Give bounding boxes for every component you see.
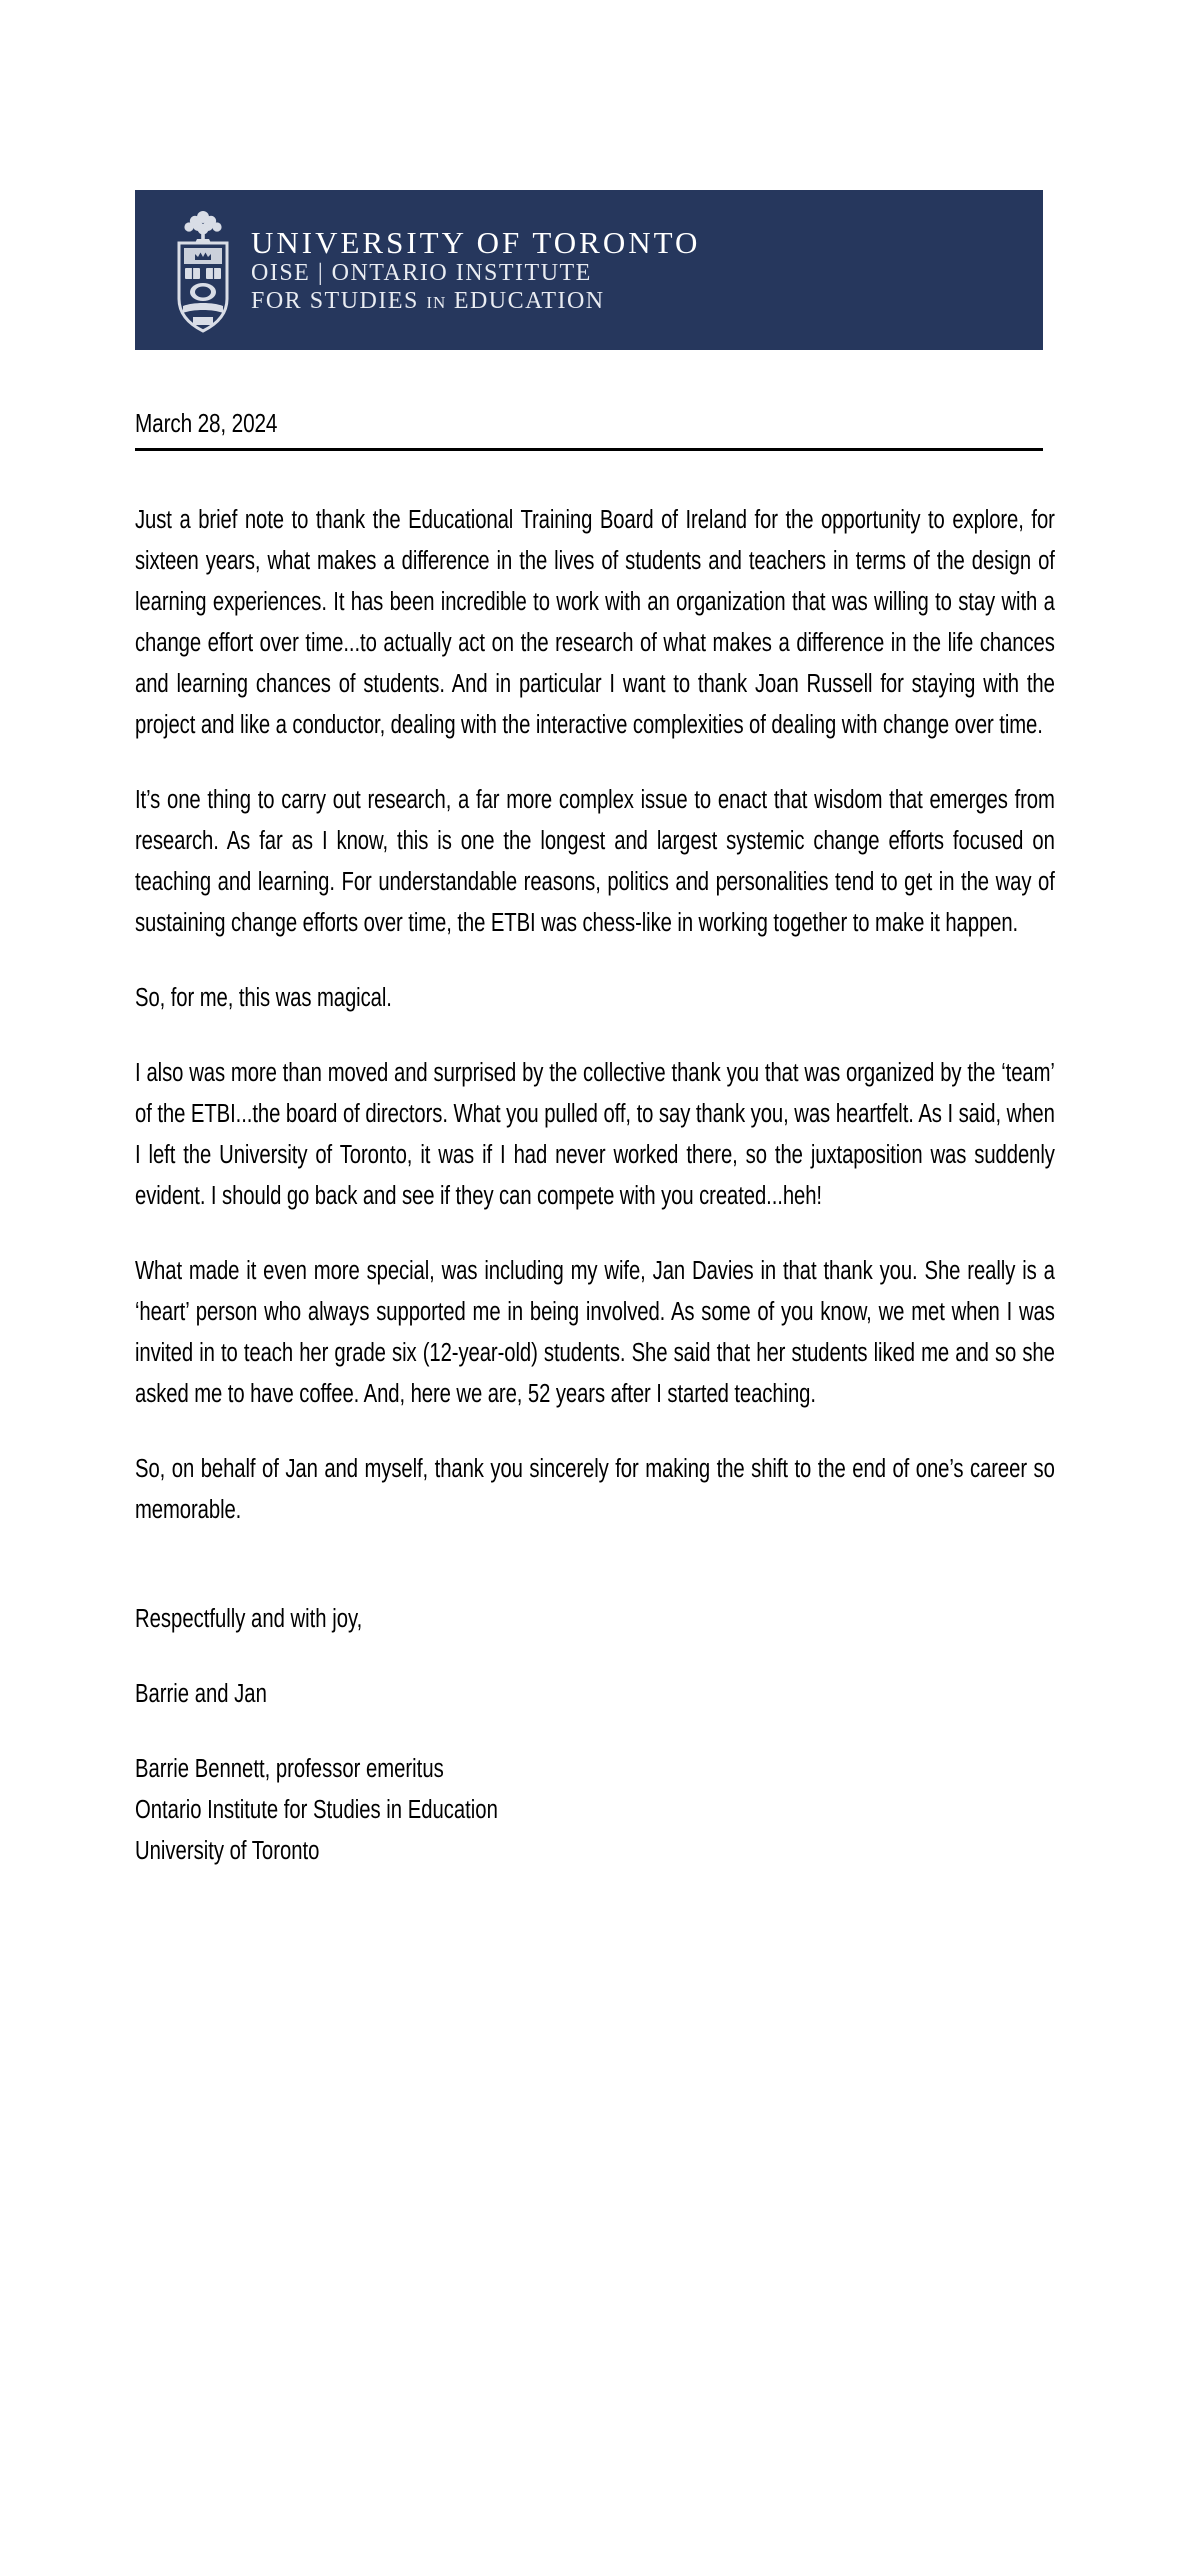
university-wordmark (251, 224, 701, 314)
letterhead-banner (135, 190, 1043, 350)
wordmark-studies-in: IN (426, 292, 447, 312)
signature-university: University of Toronto (135, 1837, 320, 1865)
wordmark-line-studies (251, 289, 700, 313)
university-crest-icon (171, 207, 235, 333)
wordmark-line-oise: OISE | ONTARIO INSTITUTE (251, 260, 592, 287)
signature-name-title: Barrie Bennett, professor emeritus (135, 1755, 444, 1783)
letter-body (135, 500, 1055, 1872)
spacer (135, 1715, 1055, 1749)
letter-paragraph: So, on behalf of Jan and myself, thank you sincerely for making the shift to the end of one’s career so memorable. (135, 1455, 1055, 1524)
spacer (135, 1640, 1055, 1674)
signature-institute: Ontario Institute for Studies in Education (135, 1796, 498, 1824)
wordmark-line-university: UNIVERSITY OF TORONTO (251, 224, 701, 260)
header-divider (135, 448, 1043, 451)
wordmark-studies-part-a: FOR STUDIES (251, 287, 427, 314)
letter-paragraph: What made it even more special, was including my wife, Jan Davies in that thank you. She really is a ‘heart’ person who always supported me in being involved. As some of you know, we met when I was invited in to teach her grade six (12-year-old) students. She said that her students liked me and so she asked me to have coffee. And, here we are, 52 years after I started teaching. (135, 1257, 1055, 1408)
letter-paragraph: It’s one thing to carry out research, a far more complex issue to enact that wisdom that emerges from research. As far as I know, this is one the longest and largest systemic change efforts focused on teaching and learning. For understandable reasons, politics and personalities tend to get in the way of sustaining change efforts over time, the ETBI was chess-like in working together to make it happen. (135, 786, 1055, 937)
wordmark-studies-part-b: EDUCATION (446, 287, 605, 314)
letter-paragraph: So, for me, this was magical. (135, 984, 392, 1012)
letter-date: March 28, 2024 (135, 408, 278, 438)
letter-closing: Respectfully and with joy, (135, 1605, 363, 1633)
letter-paragraph: I also was more than moved and surprised by the collective thank you that was organized by the ‘team’ of the ETBI...the board of directors. What you pulled off, to say thank you, was heartfelt. As I said, when I left the University of Toronto, it was if I had never worked there, so the juxtaposition was suddenly evident. I should go back and see if they can compete with you created...heh! (135, 1059, 1055, 1210)
signature-names: Barrie and Jan (135, 1680, 267, 1708)
letter-paragraph: Just a brief note to thank the Educational Training Board of Ireland for the opportunity to explore, for sixteen years, what makes a difference in the lives of students and teachers in terms of the design of learning experiences. It has been incredible to work with an organization that was willing to stay with a change effort over time...to actually act on the research of what makes a difference in the life chances and learning chances of students. And in particular I want to thank Joan Russell for staying with the project and like a conductor, dealing with the interactive complexities of dealing with change over time. (135, 506, 1055, 739)
spacer (135, 1565, 1055, 1599)
